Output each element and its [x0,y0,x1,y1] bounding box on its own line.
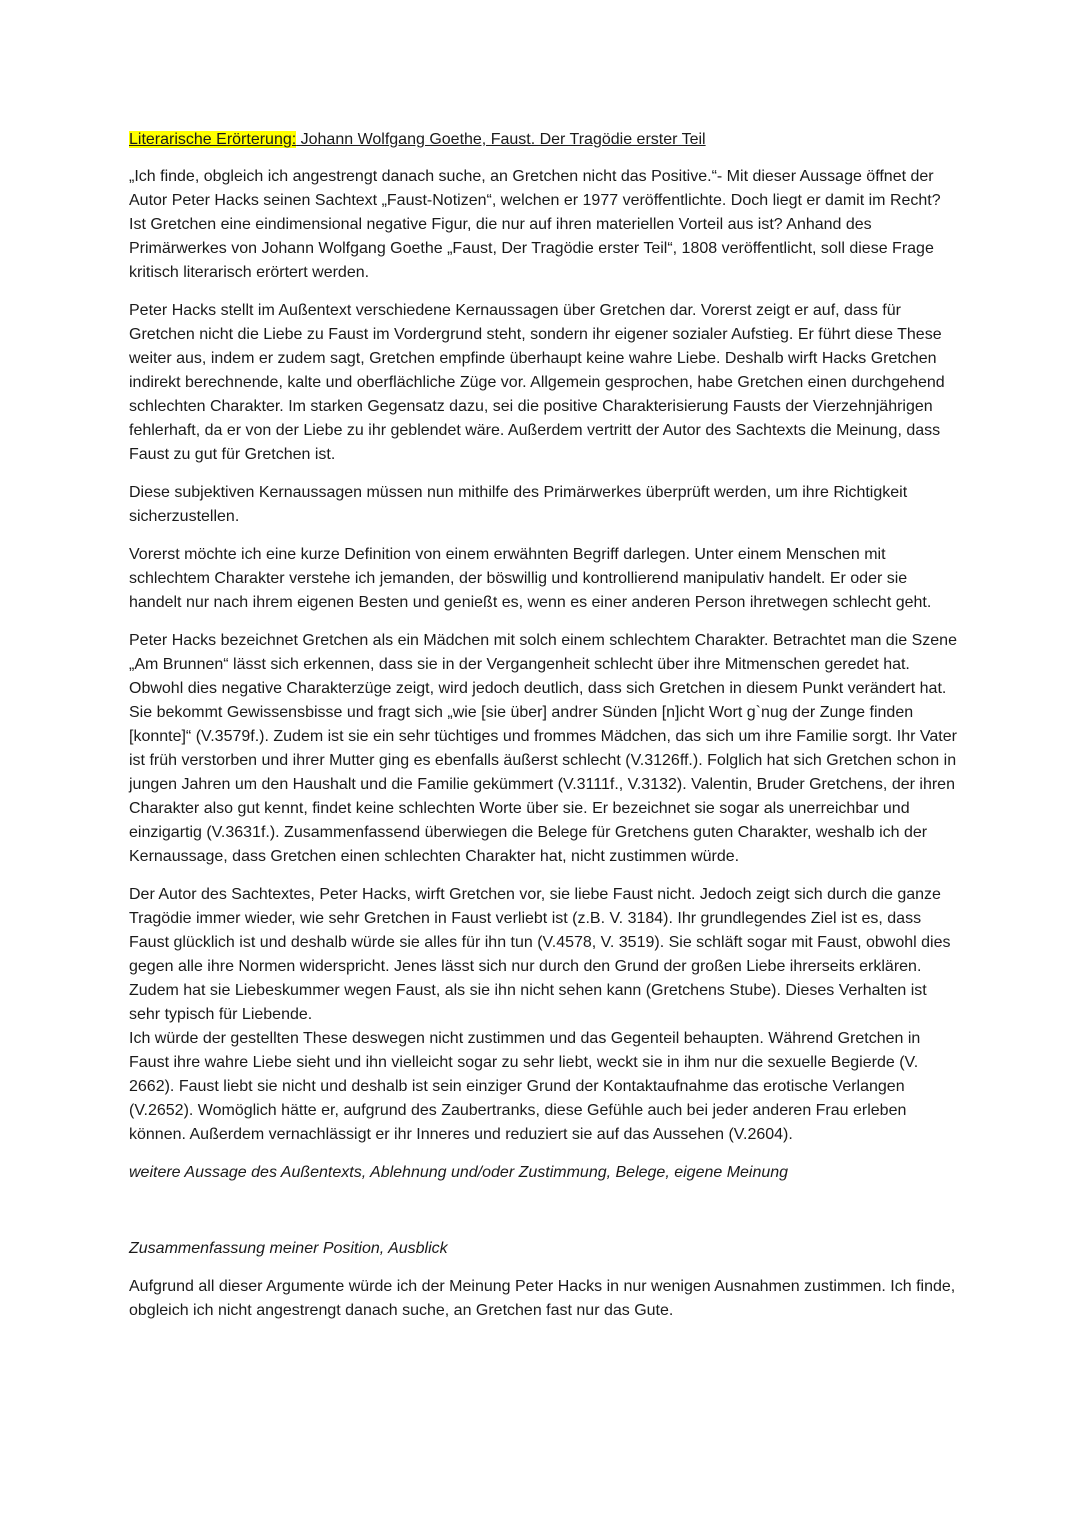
verification-paragraph: Diese subjektiven Kernaussagen müssen nun mithilfe des Primärwerkes überprüft werden, um ihre Richtigkeit sicherzustellen. [129,484,908,525]
title-text: Johann Wolfgang Goethe, Faust. Der Tragödie erster Teil [296,131,706,148]
conclusion-paragraph: Aufgrund all dieser Argumente würde ich der Meinung Peter Hacks in nur wenigen Ausnahmen zustimmen. Ich finde, obgleich ich nicht angestrengt danach suche, an Gretchen fast nur das Gute. [129,1278,956,1319]
section-spacer [129,1199,957,1237]
summary-heading-note: Zusammenfassung meiner Position, Ausblick [129,1240,448,1257]
core-statements-paragraph: Peter Hacks stellt im Außentext verschiedene Kernaussagen über Gretchen dar. Vorerst zeigt er auf, dass für Gretchen nicht die Liebe zu Faust im Vordergrund steht, sondern ihr eigener sozialer Aufstieg. Er führt diese These weiter aus, indem er zudem sagt, Gretchen empfinde überhaupt keine wahre Liebe. Deshalb wirft Hacks Gretchen indirekt berechnende, kalte und oberflächliche Züge vor. Allgemein gesprochen, habe Gretchen einen durchgehend schlechten Charakter. Im starken Gegensatz dazu, sei die positive Charakterisierung Fausts der Vierzehnjährigen fehlerhaft, da er von der Liebe zu ihr geblendet wäre. Außerdem vertritt der Autor des Sachtexts die Meinung, dass Faust zu gut für Gretchen ist. [129,302,945,463]
counter-thesis-paragraph: Ich würde der gestellten These deswegen nicht zustimmen und das Gegenteil behaupten. Während Gretchen in Faust ihre wahre Liebe sieht und ihn vielleicht sogar zu sehr liebt, weckt sie in ihm nur die sexuelle Begierde (V. 2662). Faust liebt sie nicht und deshalb ist sein einziger Grund der Kontaktaufnahme das erotische Verlangen (V.2652). Womöglich hätte er, aufgrund des Zaubertranks, diese Gefühle auch bei jeder anderen Frau erleben können. Außerdem vernachlässigt er ihr Inneres und reduziert sie auf das Aussehen (V.2604). [129,1030,921,1143]
document-title [129,129,957,151]
document-page [129,129,957,1337]
love-argument-paragraph: Der Autor des Sachtextes, Peter Hacks, wirft Gretchen vor, sie liebe Faust nicht. Jedoch zeigt sich durch die ganze Tragödie immer wieder, wie sehr Gretchen in Faust verliebt ist (z.B. V. 3184). Ihr grundlegendes Ziel ist es, dass Faust glücklich ist und deshalb würde sie alles für ihn tun (V.4578, V. 3519). Sie schläft sogar mit Faust, obwohl dies gegen alle ihre Normen widerspricht. Jenes lässt sich nur durch den Grund der großen Liebe ihrerseits erklären. Zudem hat sie Liebeskummer wegen Faust, als sie ihn nicht sehen kann (Gretchens Stube). Dieses Verhalten ist sehr typisch für Liebende. [129,886,951,1023]
further-statement-note: weitere Aussage des Außentexts, Ablehnung und/oder Zustimmung, Belege, eigene Meinung [129,1164,789,1181]
definition-paragraph: Vorerst möchte ich eine kurze Definition von einem erwähnten Begriff darlegen. Unter einem Menschen mit schlechtem Charakter verstehe ich jemanden, der böswillig und kontrollierend manipulativ handelt. Er oder sie handelt nur nach ihrem eigenen Besten und genießt es, wenn es einer anderen Person ihretwegen schlecht geht. [129,546,932,611]
title-highlight: Literarische Erörterung: [129,131,297,148]
intro-paragraph: „Ich finde, obgleich ich angestrengt danach suche, an Gretchen nicht das Positive.“- Mit dieser Aussage öffnet der Autor Peter Hacks seinen Sachtext „Faust-Notizen“, welchen er 1977 veröffentlichte. Doch liegt er damit im Recht? Ist Gretchen eine eindimensional negative Figur, die nur auf ihren materiellen Vorteil aus ist? Anhand des Primärwerkes von Johann Wolfgang Goethe „Faust, Der Tragödie erster Teil“, 1808 veröffentlicht, soll diese Frage kritisch literarisch erörtert werden. [129,168,941,281]
character-argument-paragraph: Peter Hacks bezeichnet Gretchen als ein Mädchen mit solch einem schlechtem Charakter. Betrachtet man die Szene „Am Brunnen“ lässt sich erkennen, dass sie in der Vergangenheit schlecht über ihre Mitmenschen geredet hat. Obwohl dies negative Charakterzüge zeigt, wird jedoch deutlich, dass sich Gretchen in diesem Punkt verändert hat. Sie bekommt Gewissensbisse und fragt sich „wie [sie über] andrer Sünden [n]icht Wort g`nug der Zunge finden [konnte]“ (V.3579f.). Zudem ist sie ein sehr tüchtiges und frommes Mädchen, das sich um ihre Familie sorgt. Ihr Vater ist früh verstorben und ihrer Mutter ging es ebenfalls äußerst schlecht (V.3126ff.). Folglich hat sich Gretchen schon in jungen Jahren um den Haushalt und die Familie gekümmert (V.3111f., V.3132). Valentin, Bruder Gretchens, der ihren Charakter also gut kennt, findet keine schlechten Worte über sie. Er bezeichnet sie sogar als unerreichbar und einzigartig (V.3631f.). Zusammenfassend überwiegen die Belege für Gretchens guten Charakter, weshalb ich der Kernaussage, dass Gretchen einen schlechten Charakter hat, nicht zustimmen würde. [129,632,957,865]
